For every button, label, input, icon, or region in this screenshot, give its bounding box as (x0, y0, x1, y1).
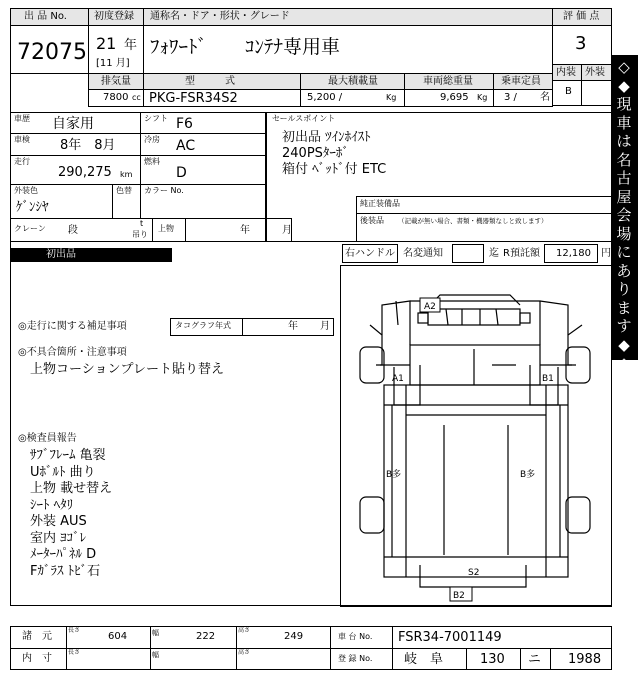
upper-month: 月 (282, 225, 292, 236)
inner-width-label: 幅 (152, 651, 159, 659)
recycle-label: R預託額 (503, 248, 540, 259)
recycle-value: 12,180 (556, 248, 591, 259)
load-label: 最大積載量 (328, 76, 378, 87)
supplement-label: ◎走行に関する補足事項 (18, 321, 127, 332)
mileage-unit: km (120, 170, 133, 179)
diagram-label-b2: B2 (453, 591, 465, 601)
fuel-value: D (176, 165, 187, 181)
side-banner-char: り (616, 280, 632, 298)
length-value: 604 (108, 631, 128, 642)
upper-label: 上物 (158, 224, 174, 233)
shift-label: シフト (144, 114, 168, 123)
inspection-label: 車検 (14, 135, 30, 144)
history-value: 自家用 (52, 116, 94, 132)
model-name: ﾌｫﾜｰﾄﾞ ｺﾝﾃﾅ専用車 (150, 36, 341, 58)
side-banner-char: 名 (616, 150, 632, 169)
tacho-year: 年 (288, 321, 298, 332)
side-banner-char: に (616, 243, 632, 261)
crane-t: t (140, 219, 144, 228)
reg-label: 登 録 No. (338, 654, 373, 663)
inspector-line: ﾒｰﾀｰﾊﾟﾈﾙ D (30, 547, 97, 562)
rating-value: 3 (575, 33, 587, 54)
displacement-unit: cc (132, 93, 141, 102)
side-banner-text (613, 58, 635, 373)
lot-no: 72075 (17, 40, 87, 65)
reg-place: 岐 阜 (404, 652, 444, 667)
diagram-label-a2: A2 (424, 302, 436, 312)
crane-label: クレーン (14, 224, 46, 233)
inspector-label: ◎検査員報告 (18, 433, 77, 444)
side-banner-char: 会 (616, 206, 632, 224)
truck-diagram (340, 265, 612, 607)
first-reg-year: 21 (96, 34, 117, 53)
tacho-label: タコグラフ年式 (175, 321, 231, 330)
shift-value: F6 (176, 116, 193, 132)
first-listing-banner (10, 248, 172, 262)
aftermarket-label: 後装品 (360, 216, 384, 225)
displacement-value: 7800 (103, 92, 129, 103)
defects-label: ◎不具合箇所・注意事項 (18, 347, 127, 358)
width-label: 幅 (152, 629, 159, 637)
capacity-unit: 名 (540, 92, 550, 103)
history-label: 車歴 (14, 114, 30, 123)
gross-label: 車両総重量 (423, 76, 473, 87)
side-banner-char: 車 (616, 113, 632, 132)
genuine-label: 純正装備品 (360, 199, 400, 208)
capacity-value: 3 / (504, 92, 517, 103)
type-value: PKG-FSR34S2 (149, 91, 238, 106)
mileage-value: 290,275 (58, 165, 112, 180)
length-label: 長さ (68, 627, 81, 634)
height-value: 249 (284, 631, 304, 642)
diagram-label-b-left: B多 (386, 470, 402, 480)
recycle-unit: 円 (601, 248, 611, 259)
ac-label: 冷房 (144, 135, 160, 144)
load-unit: Kg (386, 93, 397, 102)
reg-number: 1988 (568, 652, 602, 667)
interior-grade: B (565, 86, 572, 97)
inspector-line: 上物 載せ替え (30, 481, 113, 496)
tacho-month: 月 (320, 321, 330, 332)
model-label: 通称名・ドア・形状・グレード (150, 11, 290, 22)
inspector-line: ｼｰﾄ ﾍﾀﾘ (30, 497, 74, 513)
ext-color-value: ｹﾞﾝｼﾔ (16, 200, 49, 215)
chassis-label: 車 台 No. (338, 632, 373, 641)
type-label: 型 式 (185, 76, 235, 87)
side-banner-char: ◇ (618, 354, 630, 372)
inspector-line: Fｶﾞﾗｽ ﾄﾋﾞ石 (30, 563, 101, 579)
diagram-label-a1: A1 (392, 374, 404, 384)
reg-class: 130 (480, 652, 505, 667)
load-value: 5,200 / (307, 92, 343, 103)
side-banner-char: は (616, 132, 632, 150)
inspector-line: Uﾎﾞﾙﾄ 曲り (30, 464, 96, 480)
defects-line: 上物コーションプレート貼り替え (30, 362, 224, 377)
gross-unit: Kg (477, 93, 488, 102)
first-reg-year-unit: 年 (124, 38, 138, 53)
inspector-line: 室内 ﾖｺﾞﾚ (30, 530, 87, 546)
ext-color-label: 外装色 (14, 186, 38, 195)
side-banner-char: ◆ (618, 335, 630, 354)
side-banner-char: 屋 (616, 187, 632, 206)
sales-line-3: 箱付 ﾍﾞｯﾄﾞ付 ETC (282, 162, 387, 177)
gross-value: 9,695 (440, 92, 469, 103)
capacity-label: 乗車定員 (501, 76, 541, 87)
sales-line-1: 初出品 ﾂｲﾝﾎｲｽﾄ (282, 130, 371, 145)
upper-year: 年 (240, 225, 250, 236)
exterior-label: 外装 (585, 67, 605, 78)
side-banner-char: す (616, 317, 632, 335)
right-handle: 右ハンドル (345, 248, 395, 259)
dims-label: 諸 元 (22, 631, 52, 642)
reg-kana: ニ (528, 652, 542, 667)
fuel-label: 燃料 (144, 157, 160, 166)
side-banner-char: 現 (616, 95, 632, 113)
diagram-label-s2: S2 (468, 568, 480, 578)
side-banner-char: ◆ (618, 76, 630, 95)
chassis-value: FSR34-7001149 (398, 630, 502, 645)
side-banner-char: ま (616, 298, 632, 317)
diagram-label-b1: B1 (542, 374, 554, 384)
side-banner-char: あ (616, 261, 632, 280)
interior-label: 内装 (556, 67, 576, 78)
color-code-label: カラー No. (144, 186, 184, 195)
inspector-line: 外装 AUS (30, 514, 87, 529)
displacement-label: 排気量 (101, 76, 131, 87)
name-change-until: 迄 (489, 248, 499, 259)
inner-height-label: 高さ (238, 649, 251, 656)
crane-step: 段 (68, 225, 78, 236)
ac-value: AC (176, 138, 196, 154)
color-change-label: 色替 (116, 186, 132, 195)
inspection-value: 8年 8月 (60, 138, 116, 153)
side-banner-char: 場 (616, 224, 632, 243)
first-reg-label: 初度登録 (94, 11, 134, 22)
height-label: 高さ (238, 627, 251, 634)
name-change-label: 名変通知 (403, 248, 443, 259)
sales-label: セールスポイント (272, 114, 336, 123)
inner-length-label: 長さ (68, 649, 81, 656)
lot-no-label: 出 品 No. (24, 11, 67, 22)
inner-label: 内 寸 (22, 653, 52, 664)
aftermarket-note: （記載が無い場合、書類・機器類なしと致します） (398, 217, 548, 225)
side-banner-char: ◇ (618, 58, 630, 76)
width-value: 222 (196, 631, 216, 642)
inspector-line: ｻﾌﾞﾌﾚｰﾑ 亀裂 (30, 448, 106, 463)
exterior-grade-cell (581, 80, 612, 106)
crane-hang: 吊り (132, 230, 148, 239)
mileage-label: 走行 (14, 157, 30, 166)
name-change-box (452, 244, 484, 263)
diagram-label-b-right: B多 (520, 470, 536, 480)
first-reg-month: [11 月] (96, 58, 130, 69)
rating-label: 評 価 点 (563, 11, 600, 22)
side-banner-char: 古 (616, 169, 632, 187)
first-listing-text: 初出品 (46, 249, 76, 260)
sales-line-2: 240PSﾀｰﾎﾞ (282, 146, 349, 161)
